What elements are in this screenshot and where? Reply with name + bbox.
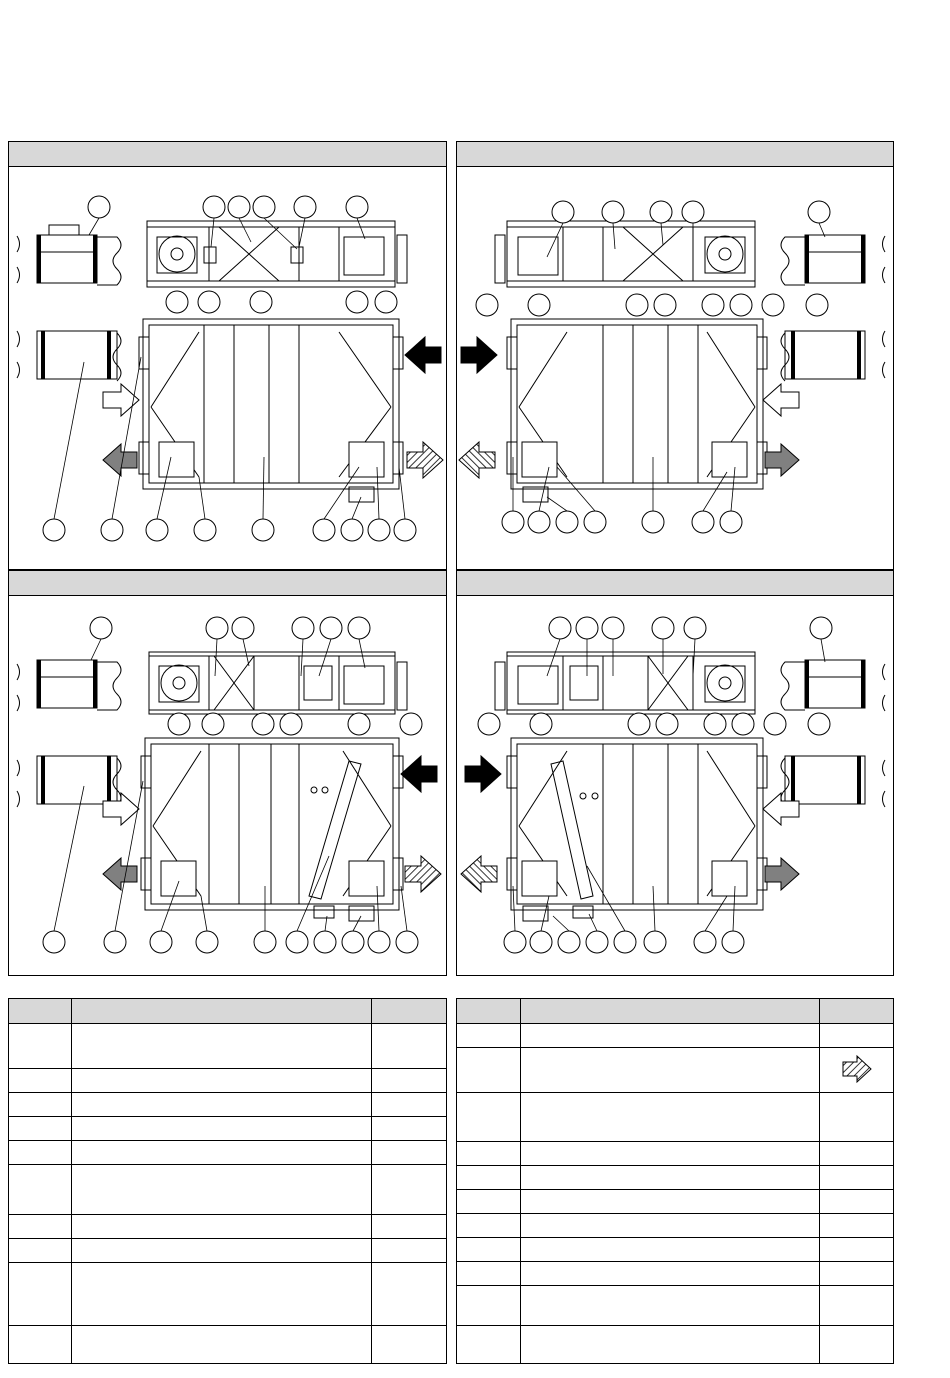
cell xyxy=(820,1093,894,1142)
cell xyxy=(520,1214,819,1238)
cell xyxy=(520,1048,819,1093)
cell xyxy=(9,1263,72,1326)
diagram-panel-bottom-right xyxy=(456,570,894,976)
gray-arrow-icon xyxy=(103,858,137,890)
cell xyxy=(9,1093,72,1117)
panel-header xyxy=(9,571,446,596)
cell xyxy=(71,1326,371,1364)
diagram-panel-bottom-left xyxy=(8,570,447,976)
cell xyxy=(457,1048,521,1093)
cell xyxy=(520,1024,819,1048)
cell xyxy=(71,1069,371,1093)
cell xyxy=(71,1117,371,1141)
diagram-panel-top-right xyxy=(456,141,894,570)
black-arrow-icon xyxy=(405,337,441,373)
cell xyxy=(520,1262,819,1286)
table-row xyxy=(9,1117,447,1141)
gray-arrow-icon xyxy=(765,444,799,476)
legend-table-right xyxy=(456,998,894,1364)
unit-diagram-top-left xyxy=(9,167,446,570)
header-cell xyxy=(520,999,819,1024)
panel-header xyxy=(457,571,893,596)
cell xyxy=(457,1286,521,1326)
cell xyxy=(820,1262,894,1286)
white-arrow-icon xyxy=(763,384,799,416)
hatched-arrow-icon xyxy=(459,442,495,478)
table-row xyxy=(9,1165,447,1215)
table-row xyxy=(457,1262,894,1286)
gray-arrow-icon xyxy=(765,858,799,890)
table-row xyxy=(457,1286,894,1326)
cell xyxy=(372,1117,447,1141)
cell xyxy=(520,1142,819,1166)
cell xyxy=(71,1093,371,1117)
duct-silencer-icon xyxy=(17,225,121,285)
cell xyxy=(820,1024,894,1048)
cell xyxy=(71,1215,371,1239)
table-header-row xyxy=(9,999,447,1024)
cell xyxy=(457,1262,521,1286)
table-row xyxy=(457,1238,894,1262)
panel-header xyxy=(9,142,446,167)
table-row xyxy=(9,1215,447,1239)
cell xyxy=(820,1326,894,1364)
cell xyxy=(457,1214,521,1238)
cell xyxy=(372,1024,447,1069)
cell xyxy=(9,1165,72,1215)
cell xyxy=(9,1024,72,1069)
unit-diagram-bottom-left xyxy=(9,596,446,976)
diagram-panel-top-left xyxy=(8,141,447,570)
cell xyxy=(9,1215,72,1239)
table-row xyxy=(457,1093,894,1142)
cell xyxy=(9,1239,72,1263)
table-row xyxy=(9,1093,447,1117)
header-cell xyxy=(9,999,72,1024)
cell xyxy=(71,1141,371,1165)
table-row xyxy=(457,1048,894,1093)
cell xyxy=(457,1190,521,1214)
cell xyxy=(71,1024,371,1069)
cell xyxy=(820,1142,894,1166)
hatched-arrow-icon xyxy=(407,442,443,478)
cell xyxy=(520,1166,819,1190)
header-cell xyxy=(457,999,521,1024)
cell xyxy=(372,1239,447,1263)
cell xyxy=(457,1326,521,1364)
cell xyxy=(457,1238,521,1262)
table-row xyxy=(9,1263,447,1326)
cell xyxy=(9,1117,72,1141)
header-cell xyxy=(71,999,371,1024)
legend-table-left xyxy=(8,998,447,1364)
cell xyxy=(520,1190,819,1214)
table-row xyxy=(457,1166,894,1190)
header-cell xyxy=(820,999,894,1024)
cell xyxy=(372,1263,447,1326)
table-row xyxy=(457,1326,894,1364)
duct-silencer-icon xyxy=(781,235,885,285)
cell xyxy=(820,1166,894,1190)
cell xyxy=(372,1069,447,1093)
table-header-row xyxy=(457,999,894,1024)
cell xyxy=(71,1239,371,1263)
cell xyxy=(820,1238,894,1262)
hatched-arrow-icon xyxy=(840,1054,874,1084)
cell xyxy=(457,1093,521,1142)
table-row xyxy=(457,1024,894,1048)
black-arrow-icon xyxy=(465,756,501,792)
cell xyxy=(457,1024,521,1048)
cell xyxy=(520,1326,819,1364)
cell xyxy=(372,1141,447,1165)
black-arrow-icon xyxy=(461,337,497,373)
hatched-arrow-icon xyxy=(405,856,441,892)
unit-diagram-top-right xyxy=(457,167,893,570)
table-row xyxy=(9,1024,447,1069)
table-row xyxy=(9,1141,447,1165)
cell xyxy=(71,1165,371,1215)
gray-arrow-icon xyxy=(103,444,137,476)
table-row xyxy=(9,1069,447,1093)
cell xyxy=(372,1215,447,1239)
cell xyxy=(520,1286,819,1326)
cell xyxy=(372,1165,447,1215)
duct-silencer-icon xyxy=(781,660,885,711)
table-row xyxy=(9,1239,447,1263)
cell xyxy=(9,1141,72,1165)
cell xyxy=(9,1069,72,1093)
table-row xyxy=(457,1214,894,1238)
cell xyxy=(520,1093,819,1142)
cell xyxy=(457,1142,521,1166)
table-row xyxy=(9,1326,447,1364)
cell xyxy=(820,1286,894,1326)
panel-header xyxy=(457,142,893,167)
hatched-arrow-icon xyxy=(461,856,497,892)
cell xyxy=(71,1263,371,1326)
black-arrow-icon xyxy=(401,756,437,792)
cell xyxy=(457,1166,521,1190)
cell xyxy=(372,1326,447,1364)
cell xyxy=(9,1326,72,1364)
duct-silencer-icon xyxy=(17,660,121,711)
cell xyxy=(820,1214,894,1238)
symbol-cell xyxy=(820,1048,894,1093)
unit-diagram-bottom-right xyxy=(457,596,893,976)
cell xyxy=(820,1190,894,1214)
table-row xyxy=(457,1142,894,1166)
header-cell xyxy=(372,999,447,1024)
table-row xyxy=(457,1190,894,1214)
cell xyxy=(372,1093,447,1117)
cell xyxy=(520,1238,819,1262)
